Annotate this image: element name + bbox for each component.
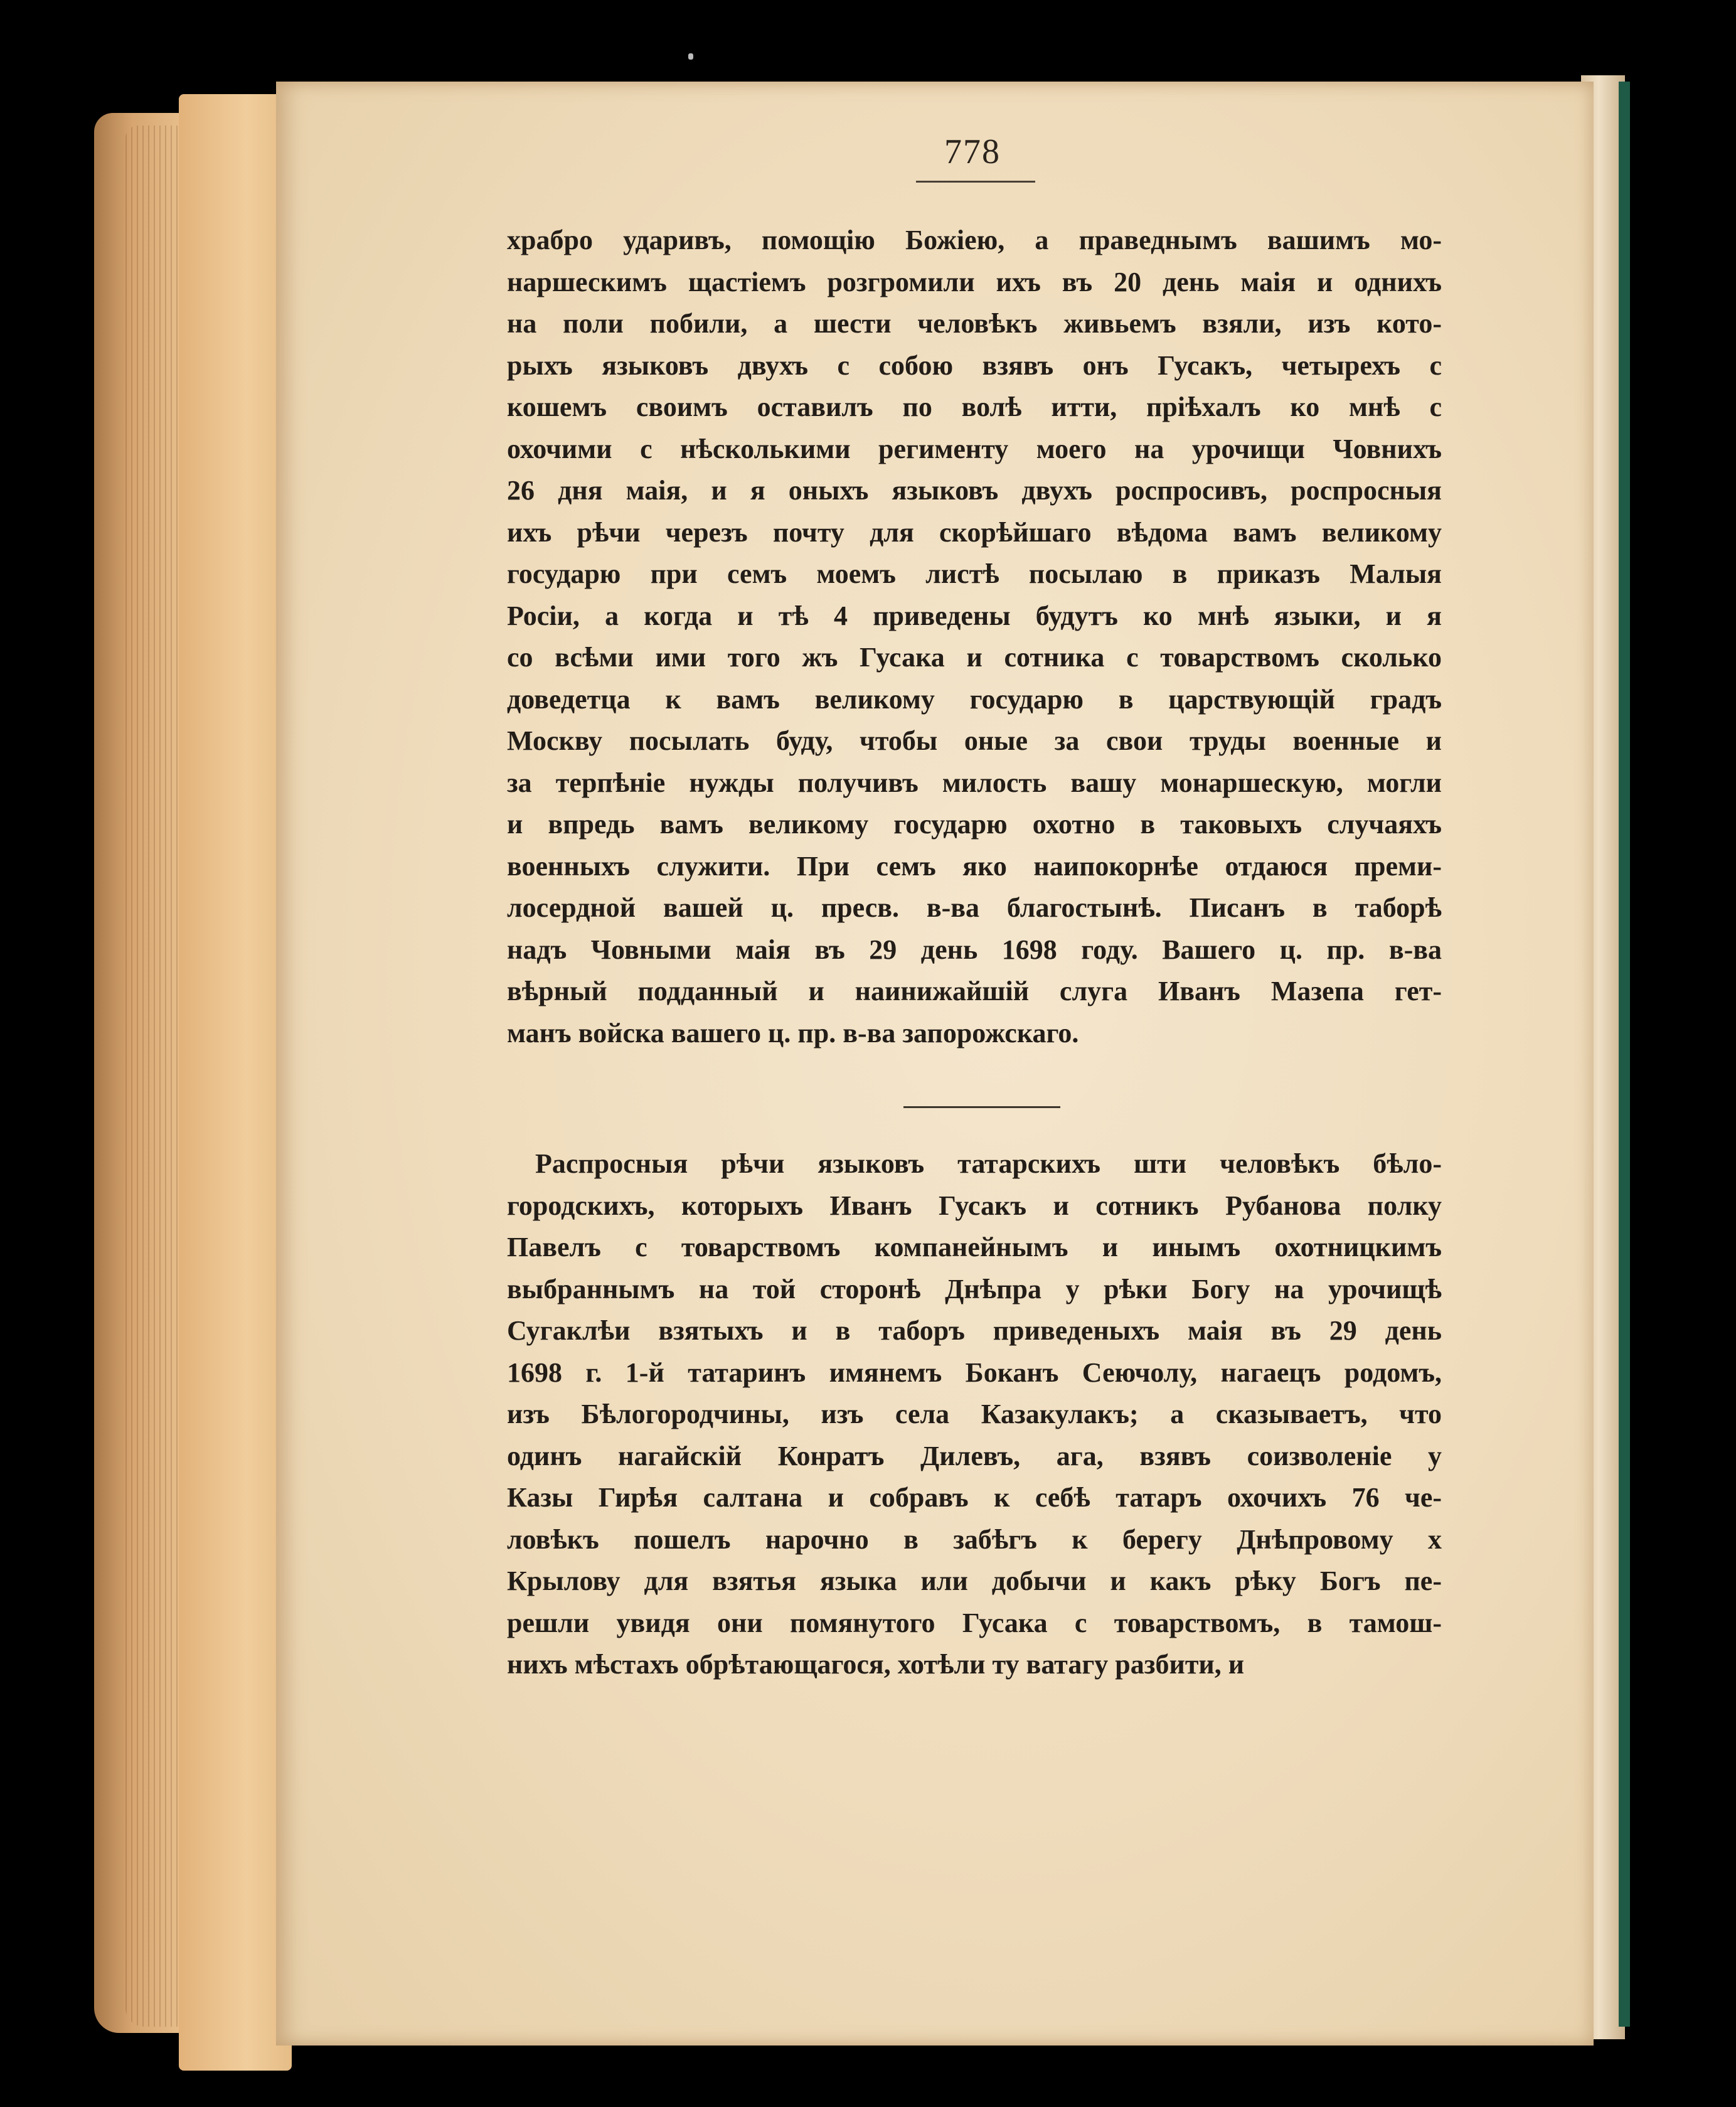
text-line: на поли побили, а шести человѣкъ живьемъ взяли, изъ кото- xyxy=(507,308,1442,339)
text-line: доведетца к вамъ великому государю в царствующій градъ xyxy=(507,683,1442,715)
text-line: 26 дня маія, и я оныхъ языковъ двухъ роспросивъ, роспросныя xyxy=(507,475,1442,506)
text-line: 1698 г. 1-й татаринъ имянемъ Боканъ Сеючолу, нагаецъ родомъ, xyxy=(507,1357,1442,1388)
text-line: ловѣкъ пошелъ нарочно в забѣгъ к берегу Днѣпровому х xyxy=(507,1523,1442,1555)
text-line: за терпѣніе нужды получивъ милость вашу монаршескую, могли xyxy=(507,767,1442,798)
text-line: охочими с нѣсколькими регименту моего на урочищи Човнихъ xyxy=(507,433,1442,464)
text-line: изъ Бѣлогородчины, изъ села Казакулакъ; а сказываетъ, что xyxy=(507,1399,1442,1429)
text-line: лосердной вашей ц. пресв. в-ва благостынѣ. Писанъ в таборѣ xyxy=(507,892,1442,923)
book-cover-edge xyxy=(1619,82,1630,2027)
text-line: решли увидя они помянутого Гусака с товарствомъ, в тамош- xyxy=(507,1607,1442,1638)
scan-mark xyxy=(688,53,693,60)
text-line: нихъ мѣстахъ обрѣтающагося, хотѣли ту ватагу разбити, и xyxy=(507,1649,1245,1680)
text-line: Казы Гирѣя салтана и собравъ к себѣ татаръ охочихъ 76 че- xyxy=(507,1482,1442,1513)
text-line: государю при семъ моемъ листѣ посылаю в приказъ Малыя xyxy=(507,558,1442,589)
text-line: наршескимъ щастіемъ розгромили ихъ въ 20 день маія и однихъ xyxy=(507,266,1442,297)
text-line: Крылову для взятья языка или добычи и какъ рѣку Богъ пе- xyxy=(507,1566,1442,1596)
text-line: манъ войска вашего ц. пр. в-ва запорожскаго. xyxy=(507,1017,1079,1048)
text-line: надъ Човными маія въ 29 день 1698 году. Вашего ц. пр. в-ва xyxy=(507,934,1442,965)
text-line: Москву посылать буду, чтобы оные за свои труды военные и xyxy=(507,725,1442,756)
page-number-rule xyxy=(916,181,1035,183)
text-line: Сугаклѣи взятыхъ и в таборъ приведеныхъ маія въ 29 день xyxy=(507,1315,1442,1346)
text-line: Павелъ с товарствомъ компанейнымъ и инымъ охотницкимъ xyxy=(507,1232,1442,1262)
book-left-page-strip xyxy=(179,94,292,2071)
page-number: 778 xyxy=(944,132,1001,171)
text-line: городскихъ, которыхъ Иванъ Гусакъ и сотникъ Рубанова полку xyxy=(507,1190,1442,1221)
text-line: со всѣми ими того жъ Гусака и сотника с товарствомъ сколько xyxy=(507,642,1442,673)
text-line: Распросныя рѣчи языковъ татарскихъ шти человѣкъ бѣло- xyxy=(535,1148,1442,1179)
text-line: рыхъ языковъ двухъ с собою взявъ онъ Гусакъ, четырехъ с xyxy=(507,349,1442,381)
section-divider xyxy=(903,1106,1060,1108)
text-line: Росіи, а когда и тѣ 4 приведены будутъ ко мнѣ языки, и я xyxy=(507,600,1442,631)
text-line: военныхъ служити. При семъ яко наипокорнѣе отдаюся преми- xyxy=(507,850,1442,882)
text-line: ихъ рѣчи черезъ почту для скорѣйшаго вѣдома вамъ великому xyxy=(507,516,1442,548)
text-line: одинъ нагайскій Конратъ Дилевъ, ага, взявъ соизволеніе у xyxy=(507,1440,1442,1471)
text-line: выбраннымъ на той сторонѣ Днѣпра у рѣки Богу на урочищѣ xyxy=(507,1273,1442,1304)
text-line: кошемъ своимъ оставилъ по волѣ итти, пріѣхалъ ко мнѣ с xyxy=(507,392,1442,422)
text-line: и впредь вамъ великому государю охотно в таковыхъ случаяхъ xyxy=(507,809,1442,840)
text-line: вѣрный подданный и наинижайшій слуга Иванъ Мазепа гет- xyxy=(507,976,1442,1006)
text-line: храбро ударивъ, помощію Божіею, а праведнымъ вашимъ мо- xyxy=(507,225,1442,255)
